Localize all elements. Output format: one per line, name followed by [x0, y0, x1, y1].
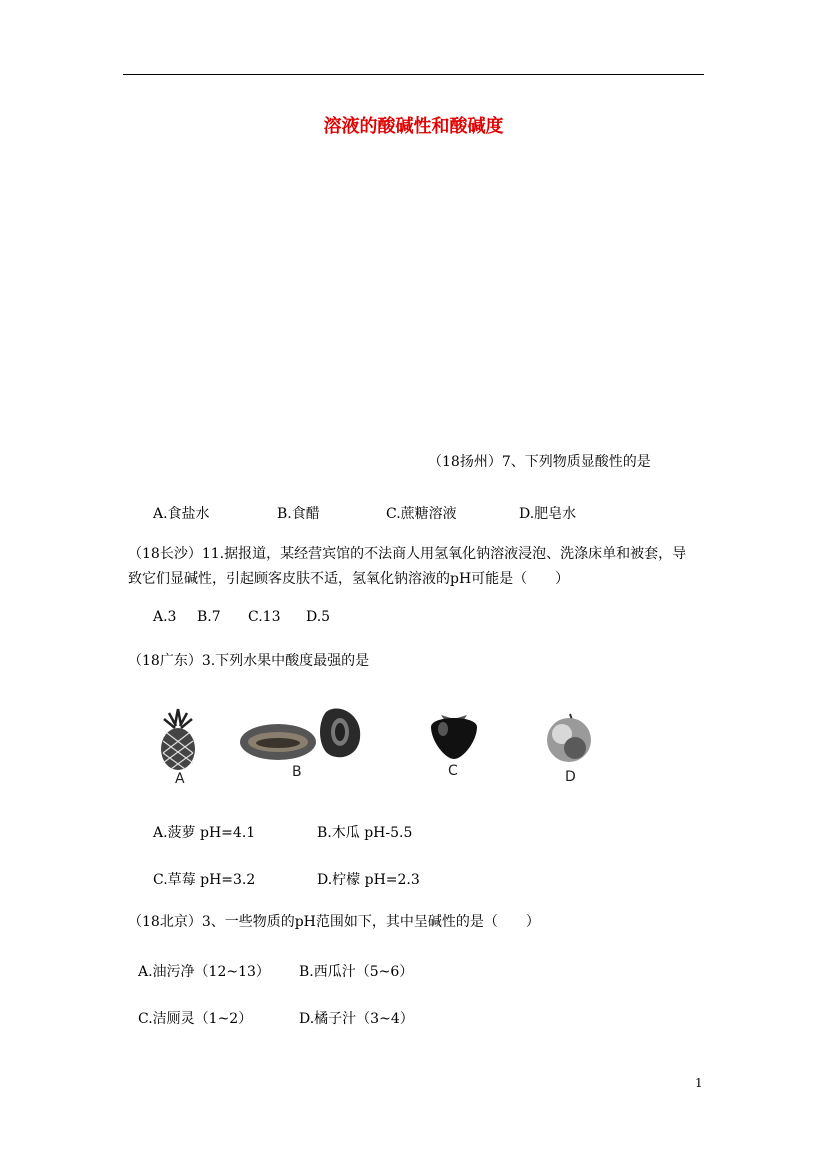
figure-label-b: B	[292, 764, 302, 780]
question-4-option-c: C.洁厕灵（1~2）	[138, 1011, 253, 1027]
question-3-stem: （18广东）3.下列水果中酸度最强的是	[128, 653, 370, 669]
question-2-option-d: D.5	[306, 609, 331, 625]
question-1-option-a: A.食盐水	[153, 506, 210, 522]
question-2-option-a: A.3	[153, 609, 177, 625]
question-2-stem-line-2: 致它们显碱性，引起顾客皮肤不适，氢氧化钠溶液的pH可能是（ ）	[128, 571, 570, 587]
header-rule	[123, 74, 704, 75]
question-2-option-b: B.7	[197, 609, 221, 625]
lemon-image	[542, 712, 596, 764]
question-1-stem: （18扬州）7、下列物质显酸性的是	[428, 454, 651, 470]
question-1-option-c: C.蔗糖溶液	[386, 506, 457, 522]
question-3-option-d: D.柠檬 pH=2.3	[317, 872, 420, 888]
question-4-option-d: D.橘子汁（3~4）	[299, 1011, 414, 1027]
page-number: 1	[695, 1076, 703, 1090]
strawberry-image	[425, 709, 483, 761]
question-4-option-b: B.西瓜汁（5~6）	[299, 964, 414, 980]
figure-label-d: D	[565, 769, 576, 785]
question-4-stem: （18北京）3、一些物质的pH范围如下，其中呈碱性的是（ ）	[128, 914, 540, 930]
page-title: 溶液的酸碱性和酸碱度	[323, 116, 504, 137]
figure-label-a: A	[175, 771, 185, 787]
question-2-option-c: C.13	[248, 609, 281, 625]
pineapple-image	[155, 707, 201, 771]
question-3-option-a: A.菠萝 pH=4.1	[153, 825, 256, 841]
question-1-option-d: D.肥皂水	[519, 506, 577, 522]
question-4-option-a: A.油污净（12~13）	[138, 964, 270, 980]
papaya-image	[238, 702, 368, 764]
question-3-option-c: C.草莓 pH=3.2	[153, 872, 256, 888]
question-1-option-b: B.食醋	[277, 506, 320, 522]
figure-label-c: C	[448, 763, 458, 779]
question-3-option-b: B.木瓜 pH-5.5	[317, 825, 413, 841]
question-2-stem-line-1: （18长沙）11.据报道，某经营宾馆的不法商人用氢氧化钠溶液浸泡、洗涤床单和被套，导	[128, 546, 687, 562]
